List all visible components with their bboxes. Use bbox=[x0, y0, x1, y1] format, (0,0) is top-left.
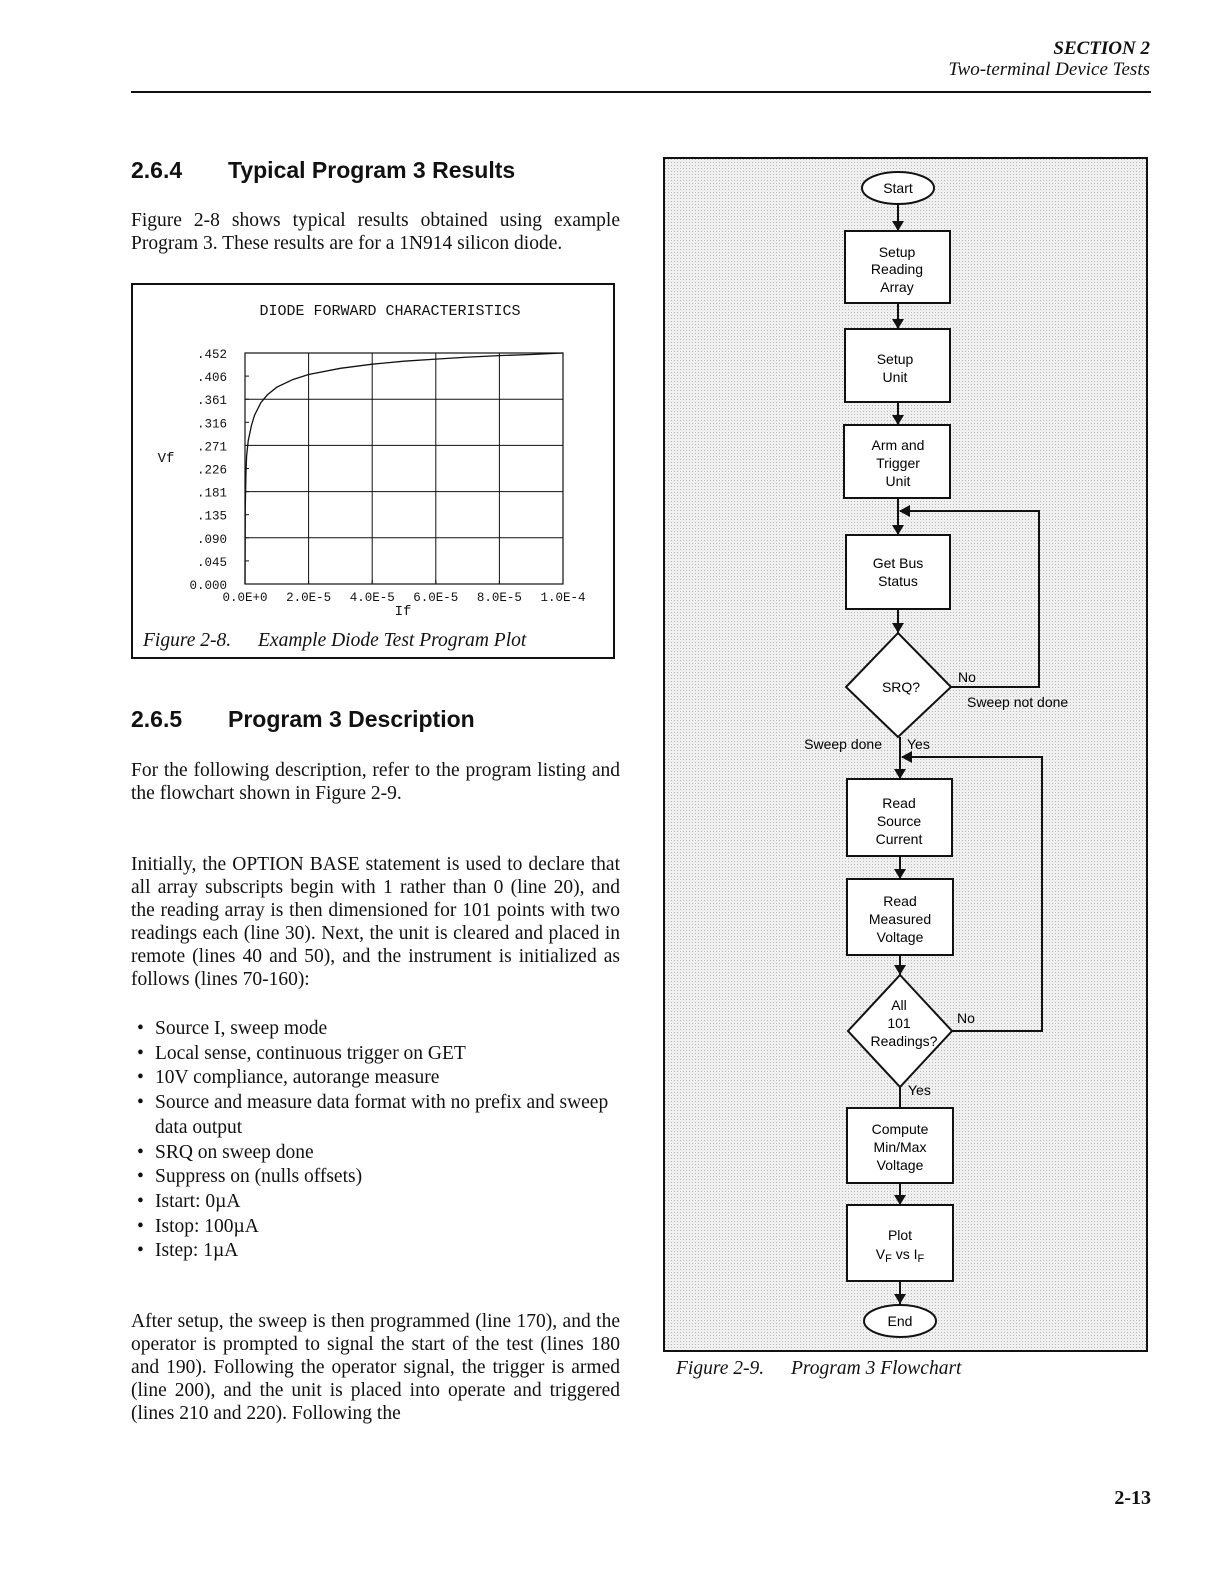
branch-label-yes: Yes bbox=[908, 1082, 931, 1098]
list-item bbox=[137, 1141, 627, 1166]
box-text-line: Compute bbox=[871, 1121, 929, 1137]
bullet-dot: • bbox=[137, 1042, 144, 1064]
bullet-dot: • bbox=[137, 1141, 144, 1163]
box-text-line: Unit bbox=[882, 369, 908, 385]
description-paragraph-1: For the following description, refer to the program listing and the flowchart shown in Figure 2-9. bbox=[131, 760, 620, 804]
list-item-text: Source I, sweep mode bbox=[155, 1018, 328, 1039]
branch-label-yes: Yes bbox=[907, 736, 930, 752]
list-item bbox=[137, 1042, 627, 1067]
y-tick-label: 0.000 bbox=[189, 579, 227, 593]
list-item bbox=[137, 1190, 627, 1215]
box-text-line: Read bbox=[883, 893, 917, 909]
x-tick-label: 0.0E+0 bbox=[222, 591, 268, 605]
box-text-line: Measured bbox=[868, 911, 932, 927]
list-item bbox=[137, 1017, 627, 1042]
list-item bbox=[137, 1066, 627, 1091]
bullet-dot: • bbox=[137, 1215, 144, 1237]
plot-subscript-f: F bbox=[885, 1253, 892, 1265]
y-tick-label: .452 bbox=[196, 348, 227, 362]
y-tick-label: .090 bbox=[196, 532, 227, 547]
box-text-line: Setup bbox=[876, 351, 914, 367]
box-text-line: Arm and bbox=[871, 437, 925, 453]
plot-subscript-f: F bbox=[917, 1253, 925, 1265]
x-tick-label: 2.0E-5 bbox=[286, 591, 332, 605]
y-tick-label: .361 bbox=[196, 394, 227, 409]
box-text-line: Voltage bbox=[876, 1157, 924, 1173]
decision-text: All bbox=[891, 997, 907, 1013]
list-item bbox=[137, 1165, 627, 1190]
list-item-text: Istart: 0µA bbox=[155, 1190, 241, 1212]
y-tick-label: .271 bbox=[196, 440, 227, 455]
box-text-line: Read bbox=[882, 795, 916, 811]
x-tick-label: 4.0E-5 bbox=[349, 591, 395, 605]
y-tick-label: .135 bbox=[196, 509, 227, 524]
section-title: Two-terminal Device Tests bbox=[948, 59, 1150, 80]
decision-text: 101 bbox=[887, 1015, 911, 1031]
figure-label: Figure 2-9. bbox=[676, 1358, 765, 1379]
box-text-line: Get Bus bbox=[872, 555, 924, 571]
x-tick-label: 1.0E-4 bbox=[540, 591, 586, 605]
list-item-text: Suppress on (nulls offsets) bbox=[155, 1166, 363, 1188]
box-text-line: Plot bbox=[887, 1227, 913, 1243]
settings-list bbox=[137, 1017, 627, 1264]
get-bus-status-box bbox=[846, 535, 950, 609]
list-item-text: 10V compliance, autorange measure bbox=[155, 1067, 440, 1089]
list-item bbox=[137, 1215, 627, 1240]
flowchart bbox=[665, 159, 1148, 1352]
end-label: End bbox=[887, 1313, 913, 1329]
bullet-dot: • bbox=[137, 1240, 144, 1262]
box-text-line: Voltage bbox=[876, 929, 924, 945]
y-tick-label: .226 bbox=[196, 463, 227, 478]
bullet-dot: • bbox=[137, 1018, 144, 1039]
figure-label: Figure 2-8. bbox=[143, 630, 232, 651]
list-item-text: SRQ on sweep done bbox=[155, 1141, 314, 1163]
branch-label-sweep-not-done: Sweep not done bbox=[967, 694, 1069, 710]
y-tick-label: .316 bbox=[196, 417, 227, 432]
heading-2-6-5 bbox=[131, 706, 475, 733]
figure-2-8 bbox=[131, 283, 615, 659]
box-text-line: Min/Max bbox=[873, 1139, 927, 1155]
bullet-dot: • bbox=[137, 1067, 144, 1089]
bullet-dot: • bbox=[137, 1092, 144, 1114]
heading-number: 2.6.5 bbox=[131, 706, 183, 732]
series-line-vf bbox=[245, 353, 563, 584]
box-text-line: Setup bbox=[878, 244, 916, 260]
heading-number: 2.6.4 bbox=[131, 157, 183, 183]
section-label: SECTION 2 bbox=[1053, 38, 1150, 59]
figure-caption-text: Example Diode Test Program Plot bbox=[258, 630, 527, 651]
branch-label-no: No bbox=[957, 1010, 975, 1026]
x-tick-label: 8.0E-5 bbox=[476, 591, 522, 605]
list-item-text: Local sense, continuous trigger on GET bbox=[155, 1042, 466, 1064]
box-text-line: Array bbox=[880, 279, 914, 295]
list-item-text: Istep: 1µA bbox=[155, 1240, 239, 1262]
chart-title: DIODE FORWARD CHARACTERISTICS bbox=[259, 303, 521, 320]
heading-2-6-4 bbox=[131, 157, 515, 184]
y-tick-label: .406 bbox=[196, 371, 227, 386]
figure-2-9 bbox=[663, 157, 1148, 1352]
y-tick-label: .045 bbox=[196, 555, 227, 570]
branch-label-sweep-done: Sweep done bbox=[804, 736, 882, 752]
list-item bbox=[137, 1239, 627, 1264]
x-tick-label: 6.0E-5 bbox=[413, 591, 459, 605]
description-paragraph-3: After setup, the sweep is then programmed (line 170), and the operator is prompted to signal the start of the test (lines 180 and 190). Following the operator signal, the trigger is armed (line 200), and the unit is placed into operate and triggered (lines 210 and 220). Following the bbox=[131, 1311, 620, 1424]
box-text-line: Unit bbox=[885, 473, 911, 489]
figure-2-8-caption bbox=[143, 630, 526, 652]
results-paragraph: Figure 2-8 shows typical results obtained using example Program 3. These results are for a 1N914 silicon diode. bbox=[131, 210, 620, 254]
y-tick-label: .181 bbox=[196, 486, 227, 501]
branch-label-no: No bbox=[958, 669, 976, 685]
box-text-line: Current bbox=[875, 831, 923, 847]
plot-box bbox=[847, 1205, 953, 1281]
figure-2-9-caption bbox=[676, 1358, 961, 1380]
description-paragraph-2: Initially, the OPTION BASE statement is used to declare that all array subscripts begin with 1 rather than 0 (line 20), and the reading array is then dimensioned for 101 points with two readings each (line 30). Next, the unit is cleared and placed in remote (lines 40 and 50), and the instrument is initialized as follows (lines 70-160): bbox=[131, 854, 620, 990]
y-axis-label: Vf bbox=[157, 451, 175, 467]
box-text-line: Reading bbox=[870, 261, 924, 277]
list-item-text: Istop: 100µA bbox=[155, 1215, 259, 1237]
bullet-dot: • bbox=[137, 1166, 144, 1188]
box-text-line: Source bbox=[876, 813, 922, 829]
list-item bbox=[137, 1091, 627, 1140]
list-item-text: Source and measure data format with no prefix and sweep data output bbox=[155, 1092, 609, 1138]
box-text-line: Status bbox=[878, 573, 918, 589]
heading-text: Typical Program 3 Results bbox=[228, 157, 516, 183]
x-axis-label: If bbox=[394, 604, 412, 620]
plot-frame bbox=[245, 353, 563, 584]
box-text-line: Trigger bbox=[876, 455, 920, 471]
plot-v: V bbox=[875, 1246, 886, 1262]
decision-text: SRQ? bbox=[881, 679, 921, 695]
plot-vs-i: vs I bbox=[891, 1246, 918, 1262]
header-rule bbox=[131, 91, 1151, 93]
diode-plot bbox=[133, 285, 617, 661]
start-label: Start bbox=[883, 180, 913, 196]
decision-text: Readings? bbox=[870, 1033, 938, 1049]
heading-text: Program 3 Description bbox=[228, 706, 475, 732]
page-number: 2-13 bbox=[1114, 1487, 1151, 1509]
figure-caption-text: Program 3 Flowchart bbox=[791, 1358, 962, 1379]
bullet-dot: • bbox=[137, 1190, 144, 1212]
